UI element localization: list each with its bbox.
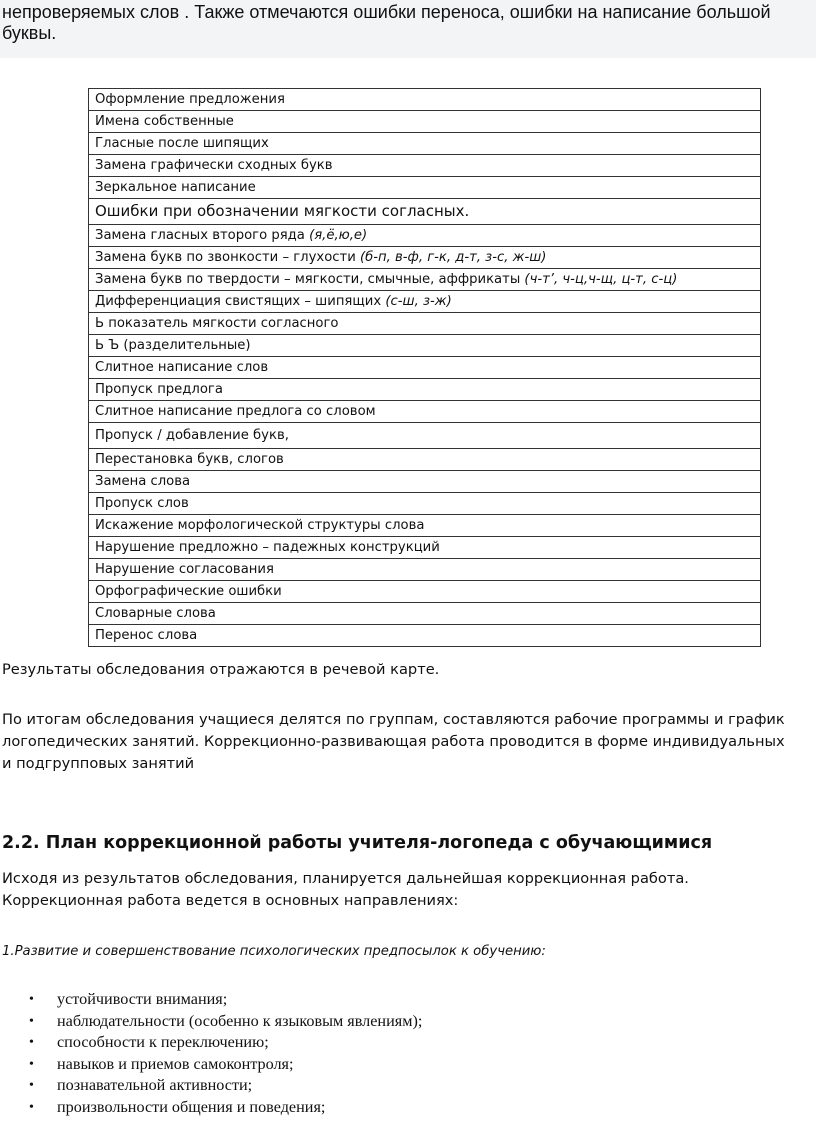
list-item [0, 1011, 422, 1033]
direction-heading: 1.Развитие и совершенствование психологических предпосылок к обучению: [2, 944, 546, 959]
table-cell [89, 471, 761, 493]
table-row [89, 581, 761, 603]
bullet-dot-icon: • [29, 1035, 34, 1051]
error-type-label: Замена графически сходных букв [95, 157, 333, 173]
error-type-label: Пропуск слов [95, 495, 189, 511]
bullet-dot-icon: • [29, 1078, 34, 1094]
table-row [89, 133, 761, 155]
error-type-label: Слитное написание слов [95, 359, 269, 375]
error-type-label: Пропуск предлога [95, 381, 223, 397]
bullet-dot-icon: • [29, 1099, 34, 1115]
error-type-label: Ошибки при обозначении мягкости согласных. [95, 202, 470, 220]
list-item-text: навыков и приемов самоконтроля; [57, 1054, 294, 1073]
groups-line-3: и подгрупповых занятий [2, 755, 195, 772]
error-type-label: Замена букв по твердости – мягкости, смычные, аффрикаты [95, 271, 525, 287]
error-type-example: (ч-т’, ч-ц,ч-щ, ц-т, с-ц) [524, 271, 678, 287]
table-row [89, 225, 761, 247]
error-type-label: Имена собственные [95, 113, 234, 129]
table-row [89, 269, 761, 291]
error-type-label: Перенос слова [95, 627, 198, 643]
table-row [89, 291, 761, 313]
table-row [89, 335, 761, 357]
list-item-text: устойчивости внимания; [57, 990, 228, 1008]
error-type-label: Искажение морфологической структуры слова [95, 517, 425, 533]
list-item-text: наблюдательности (особенно к языковым явлениям); [57, 1011, 423, 1030]
table-cell [89, 603, 761, 625]
table-row [89, 199, 761, 225]
table-row [89, 493, 761, 515]
error-type-label: Дифференциация свистящих – шипящих [95, 293, 386, 309]
table-cell [89, 581, 761, 603]
table-row [89, 357, 761, 379]
error-type-label: Гласные после шипящих [95, 135, 269, 151]
bullet-dot-icon: • [29, 992, 34, 1007]
list-item-text: произвольности общения и поведения; [57, 1097, 326, 1116]
table-cell [89, 559, 761, 581]
plan-paragraph [2, 868, 814, 912]
table-cell [89, 357, 761, 379]
error-type-label: Пропуск / добавление букв, [95, 427, 289, 443]
error-type-label: Ь Ъ (разделительные) [95, 337, 251, 353]
table-row [89, 603, 761, 625]
table-row [89, 177, 761, 199]
groups-line-1: По итогам обследования учащиеся делятся по группам, составляются рабочие программы и график [2, 711, 785, 728]
table-cell [89, 515, 761, 537]
error-type-label: Оформление предложения [95, 91, 285, 107]
table-cell [89, 313, 761, 335]
bullet-list [0, 989, 422, 1119]
error-type-label: Перестановка букв, слогов [95, 451, 284, 467]
table-cell [89, 537, 761, 559]
list-item [0, 989, 422, 1011]
table-row [89, 471, 761, 493]
table-cell [89, 335, 761, 357]
table-row [89, 625, 761, 647]
table-cell [89, 423, 761, 449]
error-type-label: Слитное написание предлога со словом [95, 403, 376, 419]
results-paragraph: Результаты обследования отражаются в речевой карте. [2, 661, 440, 678]
table-cell [89, 379, 761, 401]
list-item-text: способности к переключению; [57, 1033, 269, 1052]
table-cell [89, 89, 761, 111]
table-cell [89, 449, 761, 471]
error-types-table [88, 88, 761, 647]
bullet-dot-icon: • [29, 1056, 34, 1072]
bullet-dot-icon: • [29, 1013, 34, 1029]
table-row [89, 155, 761, 177]
error-type-label: Зеркальное написание [95, 179, 256, 195]
error-type-label: Замена букв по звонкости – глухости [95, 249, 360, 265]
table-row [89, 247, 761, 269]
error-type-label: Нарушение предложно – падежных конструкций [95, 539, 440, 555]
list-item [0, 1097, 422, 1119]
list-item [0, 1075, 422, 1097]
error-type-label: Ь показатель мягкости согласного [95, 315, 339, 331]
list-item [0, 1032, 422, 1054]
table-cell [89, 269, 761, 291]
list-item [0, 1054, 422, 1076]
table-row [89, 449, 761, 471]
table-cell [89, 155, 761, 177]
groups-paragraph [2, 709, 814, 775]
intro-line-2: буквы. [2, 23, 57, 43]
table-row [89, 537, 761, 559]
table-cell [89, 493, 761, 515]
table-cell [89, 401, 761, 423]
table-cell [89, 291, 761, 313]
table-row [89, 559, 761, 581]
section-heading: 2.2. План коррекционной работы учителя-логопеда с обучающимися [2, 833, 713, 853]
error-type-example: (с-ш, з-ж) [385, 293, 452, 309]
table-cell [89, 225, 761, 247]
groups-line-2: логопедических занятий. Коррекционно-развивающая работа проводится в форме индивидуальных [2, 733, 785, 750]
table-cell [89, 199, 761, 225]
table-row [89, 111, 761, 133]
plan-line-1: Исходя из результатов обследования, планируется дальнейшая коррекционная работа. [2, 870, 689, 887]
intro-paragraph [0, 0, 816, 58]
table-cell [89, 133, 761, 155]
table-cell [89, 247, 761, 269]
table-row [89, 423, 761, 449]
error-type-example: (б-п, в-ф, г-к, д-т, з-с, ж-ш) [359, 249, 547, 265]
list-item-text: познавательной активности; [57, 1076, 253, 1095]
error-type-label: Нарушение согласования [95, 561, 274, 577]
table-row [89, 379, 761, 401]
error-type-label: Замена слова [95, 473, 191, 489]
table-row [89, 515, 761, 537]
table-cell [89, 111, 761, 133]
table-row [89, 89, 761, 111]
table-cell [89, 177, 761, 199]
error-type-example: (я,ё,ю,е) [309, 227, 368, 243]
error-type-label: Замена гласных второго ряда [95, 227, 310, 243]
intro-line-1: непроверяемых слов . Также отмечаются ошибки переноса, ошибки на написание большой [2, 2, 771, 22]
table-row [89, 401, 761, 423]
table-cell [89, 625, 761, 647]
error-type-label: Словарные слова [95, 605, 216, 621]
error-type-label: Орфографические ошибки [95, 583, 282, 599]
plan-line-2: Коррекционная работа ведется в основных направлениях: [2, 892, 459, 909]
table-row [89, 313, 761, 335]
